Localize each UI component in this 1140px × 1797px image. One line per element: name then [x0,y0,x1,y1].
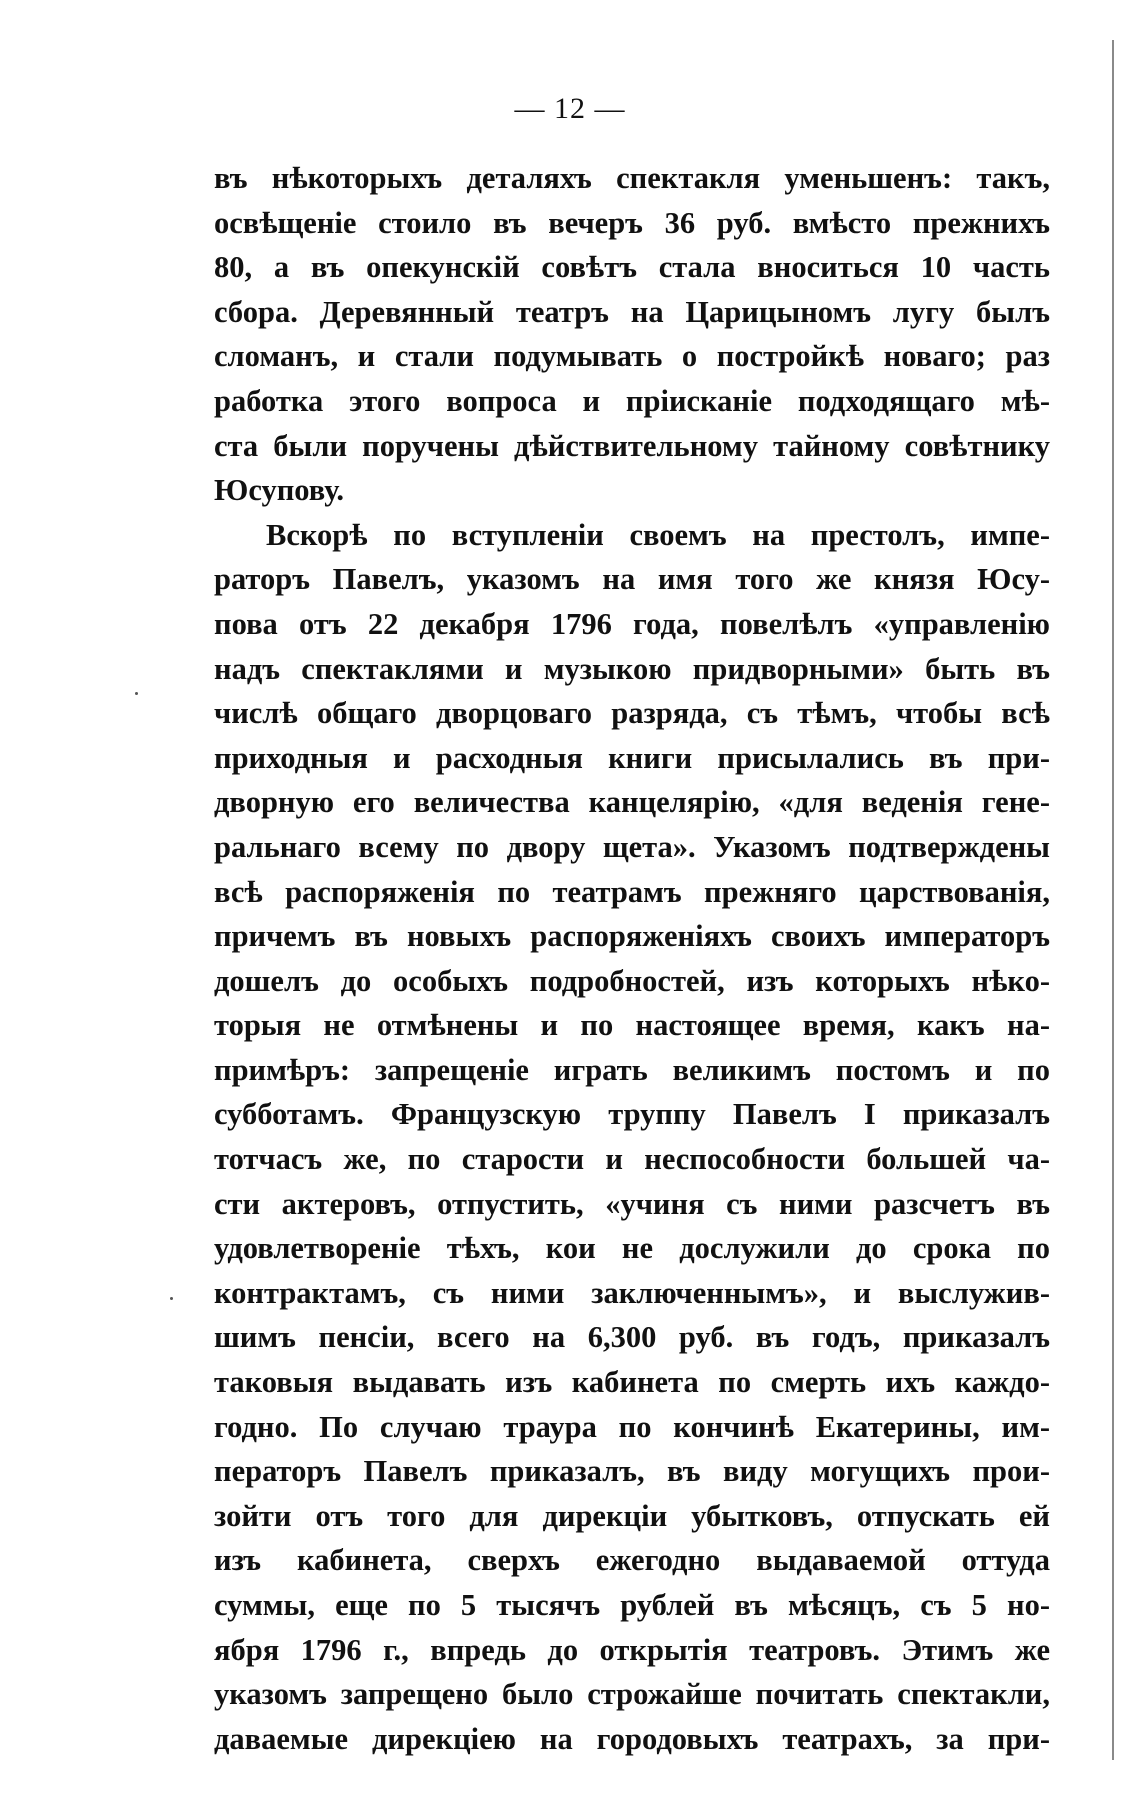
text-line: ператоръ Павелъ приказалъ, въ виду могущихъ прои- [214,1454,1050,1489]
text-line: причемъ въ новыхъ распоряженіяхъ своихъ императоръ [214,919,1050,954]
text-line: шимъ пенсіи, всего на 6,300 руб. въ годъ, приказалъ [214,1320,1050,1355]
text-line: примѣръ: запрещеніе играть великимъ постомъ и по [214,1052,1050,1087]
text-line: суммы, еще по 5 тысячъ рублей въ мѣсяцъ, съ 5 но- [214,1588,1050,1622]
text-line: всѣ распоряженія по театрамъ прежняго царствованія, [214,874,1050,909]
text-line: приходныя и расходныя книги присылались въ при- [214,740,1050,775]
page-number: — 12 — [514,92,626,125]
text-line: въ нѣкоторыхъ деталяхъ спектакля уменьшенъ: такъ, [214,161,1050,195]
body-text [214,156,1050,1761]
text-line: работка этого вопроса и пріисканіе подходящаго мѣ- [214,383,1050,418]
text-line: контрактамъ, съ ними заключеннымъ», и выслужив- [214,1275,1050,1310]
text-line: указомъ запрещено было строжайше почитать спектакли, [214,1677,1050,1712]
text-line: сбора. Деревянный театръ на Царицыномъ лугу былъ [214,294,1050,329]
text-line: годно. По случаю траура по кончинѣ Екатерины, им- [214,1409,1050,1444]
text-line: дошелъ до особыхъ подробностей, изъ которыхъ нѣко- [214,963,1050,998]
text-line: зойти отъ того для дирекціи убытковъ, отпускать ей [214,1498,1050,1533]
text-line: пова отъ 22 декабря 1796 года, повелѣлъ «управленію [214,606,1050,641]
text-line: освѣщеніе стоило въ вечеръ 36 руб. вмѣсто прежнихъ [214,205,1050,240]
text-line: субботамъ. Французскую труппу Павелъ I приказалъ [214,1097,1050,1132]
text-line: даваемые дирекціею на городовыхъ театрахъ, за при- [214,1721,1050,1756]
text-line: надъ спектаклями и музыкою придворными» быть въ [214,651,1050,686]
text-line: числѣ общаго дворцоваго разряда, съ тѣмъ, чтобы всѣ [214,696,1050,731]
text-line-paragraph-end: Юсупову. [214,473,345,508]
text-line: сломанъ, и стали подумывать о постройкѣ новаго; раз [214,339,1050,374]
text-line: удовлетвореніе тѣхъ, кои не дослужили до срока по [214,1231,1050,1266]
speck-mark [135,692,138,695]
speck-mark [170,1297,173,1300]
text-line: таковыя выдавать изъ кабинета по смерть ихъ каждо- [214,1365,1050,1400]
text-line: ября 1796 г., впредь до открытія театровъ. Этимъ же [214,1632,1050,1667]
text-line: 80, а въ опекунскій совѣтъ стала вноситься 10 часть [214,250,1050,285]
text-line: сти актеровъ, отпустить, «учиня съ ними разсчетъ въ [214,1186,1050,1221]
text-line: раторъ Павелъ, указомъ на имя того же князя Юсу- [214,562,1050,597]
page-edge-line [1112,40,1114,1760]
text-line: тотчасъ же, по старости и неспособности большей ча- [214,1142,1050,1177]
text-line: изъ кабинета, сверхъ ежегодно выдаваемой оттуда [214,1543,1050,1578]
text-line: дворную его величества канцелярію, «для веденія гене- [214,785,1050,820]
text-line: торыя не отмѣнены и по настоящее время, какъ на- [214,1008,1050,1043]
text-line: ральнаго всему по двору щета». Указомъ подтверждены [214,829,1050,864]
text-line-paragraph-start: Вскорѣ по вступленіи своемъ на престолъ, импе- [266,517,1050,552]
text-line: ста были поручены дѣйствительному тайному совѣтнику [214,428,1050,463]
